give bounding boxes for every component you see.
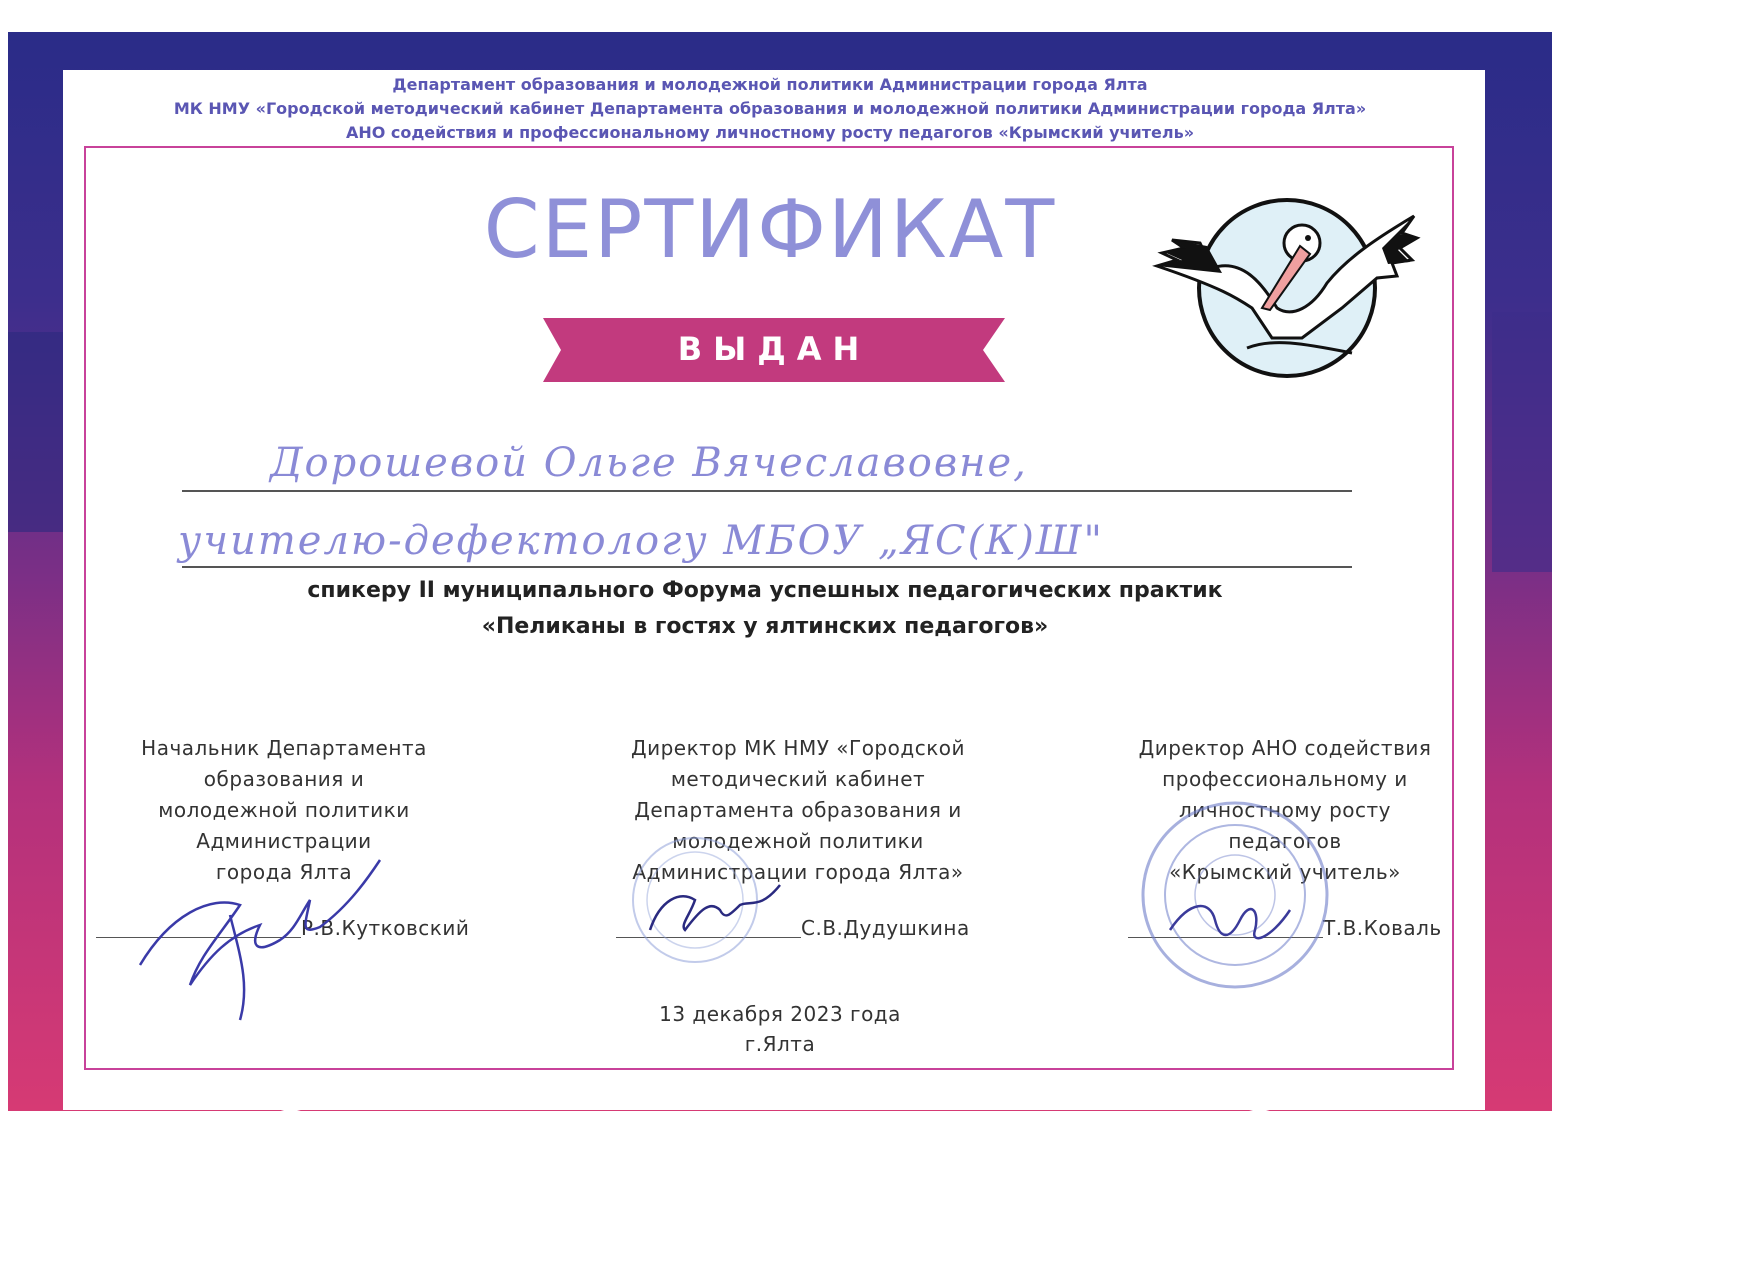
- signature-3: [1160, 880, 1310, 960]
- recipient-line-2: [182, 566, 1352, 568]
- signatory-3-title-line: «Крымский учитель»: [1169, 860, 1401, 884]
- frame-band-left: [8, 332, 63, 532]
- signatory-1-title-line: города Ялта: [215, 860, 353, 884]
- recipient-line-1: [182, 490, 1352, 492]
- issue-date: 13 декабря 2023 года: [659, 1002, 901, 1026]
- ribbon-banner: [543, 318, 1005, 382]
- signatory-3-title-line: профессиональному и: [1162, 767, 1408, 791]
- header-line-3: АНО содействия и профессиональному личностному росту педагогов «Крымский учитель»: [345, 123, 1195, 142]
- signatory-1-title-line: Администрации: [196, 829, 372, 853]
- pelican-icon: [1152, 188, 1422, 378]
- signatory-2-name: С.В.Дудушкина: [801, 916, 970, 940]
- recipient-position: учителю-дефектологу МБОУ „ЯС(К)Ш": [178, 518, 1104, 564]
- pelican-emblem: [1152, 188, 1422, 378]
- frame-band-right: [1492, 312, 1552, 572]
- issue-city: г.Ялта: [744, 1032, 816, 1056]
- signatory-2-title-line: Директор МК НМУ «Городской: [630, 736, 966, 760]
- signatory-2-title-line: молодежной политики: [672, 829, 924, 853]
- signature-1: [130, 855, 390, 1025]
- decorative-arc: [200, 1062, 1350, 1262]
- signature-2: [640, 870, 800, 950]
- award-line-2: «Пеликаны в гостях у ялтинских педагогов»: [481, 614, 1049, 639]
- signatory-3-title-line: Директор АНО содействия: [1138, 736, 1432, 760]
- signatory-1-title-line: молодежной политики: [158, 798, 410, 822]
- signatory-3-name: Т.В.Коваль: [1323, 916, 1442, 940]
- signatory-3-title-line: личностному росту: [1178, 798, 1392, 822]
- signatory-2-title-line: методический кабинет: [670, 767, 926, 791]
- header-line-2: МК НМУ «Городской методический кабинет Департамента образования и молодежной политики Администрации города Ялта»: [173, 99, 1367, 118]
- signatory-1-title-line: Начальник Департамента: [141, 736, 427, 760]
- signatory-1-title-line: образования и: [203, 767, 365, 791]
- signatory-2-title-line: Департамента образования и: [634, 798, 962, 822]
- signatory-3-title-line: педагогов: [1228, 829, 1342, 853]
- signatory-1-name: Р.В.Кутковский: [301, 916, 470, 940]
- ribbon-label: ВЫДАН: [677, 330, 871, 368]
- signatory-2-title-line: Администрации города Ялта»: [632, 860, 964, 884]
- certificate-title: СЕРТИФИКАТ: [483, 183, 1057, 276]
- header-line-1: Департамент образования и молодежной политики Администрации города Ялта: [392, 75, 1148, 94]
- recipient-name: Дорошевой Ольге Вячеславовне,: [270, 440, 1028, 486]
- award-line-1: спикеру II муниципального Форума успешных педагогических практик: [307, 578, 1223, 603]
